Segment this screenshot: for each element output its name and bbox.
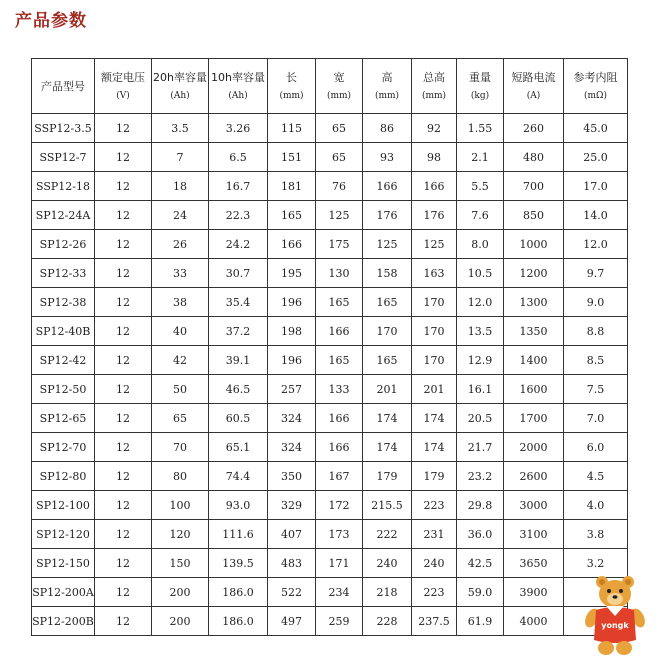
table-row	[32, 259, 628, 288]
table-cell: 2.1	[457, 143, 504, 172]
table-cell: 165	[316, 346, 363, 375]
table-cell: 7.6	[457, 201, 504, 230]
table-cell: 257	[268, 375, 316, 404]
table-cell: 2000	[504, 433, 564, 462]
table-cell: 171	[316, 549, 363, 578]
column-header	[363, 59, 412, 114]
table-cell: 7	[152, 143, 209, 172]
model-cell: SP12-120	[32, 520, 95, 549]
column-header-label: 20h率容量	[153, 70, 207, 84]
table-row	[32, 607, 628, 636]
table-cell: 16.1	[457, 375, 504, 404]
table-cell: 60.5	[209, 404, 268, 433]
table-cell: 170	[363, 317, 412, 346]
column-header-unit: (V)	[116, 90, 130, 101]
table-cell: 165	[316, 288, 363, 317]
table-cell: 93	[363, 143, 412, 172]
table-cell: 14.0	[564, 201, 628, 230]
table-row	[32, 491, 628, 520]
table-cell: 10.5	[457, 259, 504, 288]
table-row	[32, 288, 628, 317]
table-cell: 76	[316, 172, 363, 201]
table-cell: 329	[268, 491, 316, 520]
bear-mascot-icon	[584, 572, 646, 658]
table-cell: 166	[316, 404, 363, 433]
table-cell: 21.7	[457, 433, 504, 462]
table-cell: 1300	[504, 288, 564, 317]
table-cell: 174	[412, 404, 457, 433]
table-cell: 174	[363, 433, 412, 462]
table-cell: 176	[412, 201, 457, 230]
table-cell: 12.0	[457, 288, 504, 317]
column-header-unit: (mm)	[279, 90, 304, 101]
table-cell: 222	[363, 520, 412, 549]
table-cell: 59.0	[457, 578, 504, 607]
table-cell: 223	[412, 578, 457, 607]
table-cell: 39.1	[209, 346, 268, 375]
table-cell: 125	[363, 230, 412, 259]
table-cell: 174	[363, 404, 412, 433]
model-cell: SSP12-18	[32, 172, 95, 201]
table-cell: 259	[316, 607, 363, 636]
table-cell: 13.5	[457, 317, 504, 346]
table-cell: 170	[412, 317, 457, 346]
table-cell: 522	[268, 578, 316, 607]
table-cell: 4.5	[564, 462, 628, 491]
model-cell: SSP12-7	[32, 143, 95, 172]
column-header-unit: (mm)	[374, 90, 400, 101]
table-cell: 174	[412, 433, 457, 462]
column-header-label: 短路电流	[511, 70, 556, 84]
table-cell: 65	[152, 404, 209, 433]
model-cell: SP12-65	[32, 404, 95, 433]
table-cell: 35.4	[209, 288, 268, 317]
column-header-unit: (Ah)	[228, 90, 248, 101]
table-cell: 3.5	[152, 114, 209, 143]
table-cell: 23.2	[457, 462, 504, 491]
table-cell: 65	[316, 114, 363, 143]
model-cell: SP12-80	[32, 462, 95, 491]
table-cell: 175	[316, 230, 363, 259]
mascot-label: yongk	[601, 621, 629, 630]
table-cell: 196	[268, 288, 316, 317]
table-cell: 179	[412, 462, 457, 491]
table-cell: 125	[412, 230, 457, 259]
table-cell: 92	[412, 114, 457, 143]
table-cell: 26	[152, 230, 209, 259]
table-cell: 6.0	[564, 433, 628, 462]
table-cell: 20.5	[457, 404, 504, 433]
table-row	[32, 346, 628, 375]
table-cell: 170	[412, 288, 457, 317]
table-cell: 166	[363, 172, 412, 201]
table-row	[32, 375, 628, 404]
table-cell: 480	[504, 143, 564, 172]
model-cell: SP12-24A	[32, 201, 95, 230]
table-cell: 46.5	[209, 375, 268, 404]
table-cell: 181	[268, 172, 316, 201]
table-cell: 201	[412, 375, 457, 404]
table-cell: 407	[268, 520, 316, 549]
table-cell: 165	[268, 201, 316, 230]
table-cell: 1.55	[457, 114, 504, 143]
table-cell: 4000	[504, 607, 564, 636]
column-header-label: 10h率容量	[211, 70, 265, 84]
column-header-label: 宽	[333, 70, 345, 84]
table-cell: 18	[152, 172, 209, 201]
table-cell: 42	[152, 346, 209, 375]
column-header-label: 高	[381, 70, 393, 84]
column-header-unit: (mm)	[421, 90, 447, 101]
table-cell: 17.0	[564, 172, 628, 201]
table-cell: 12	[95, 520, 152, 549]
table-cell: 3.2	[564, 549, 628, 578]
column-header-label: 产品型号	[41, 79, 85, 93]
table-cell: 12	[95, 462, 152, 491]
table-cell: 74.4	[209, 462, 268, 491]
table-cell: 1000	[504, 230, 564, 259]
table-cell: 170	[412, 346, 457, 375]
table-cell: 8.0	[457, 230, 504, 259]
column-header	[95, 59, 152, 114]
table-cell: 30.7	[209, 259, 268, 288]
table-cell: 1400	[504, 346, 564, 375]
column-header-label: 参考内阻	[573, 70, 618, 84]
table-row	[32, 230, 628, 259]
table-cell: 150	[152, 549, 209, 578]
table-cell: 234	[316, 578, 363, 607]
table-cell: 12	[95, 549, 152, 578]
table-cell: 1350	[504, 317, 564, 346]
table-header-row	[32, 59, 628, 114]
column-header	[457, 59, 504, 114]
column-header-label: 长	[286, 70, 297, 84]
model-cell: SP12-70	[32, 433, 95, 462]
table-row	[32, 578, 628, 607]
table-cell: 12	[95, 259, 152, 288]
table-cell: 12	[95, 230, 152, 259]
column-header	[316, 59, 363, 114]
table-cell: 12	[95, 433, 152, 462]
model-cell: SP12-40B	[32, 317, 95, 346]
model-cell: SP12-200B	[32, 607, 95, 636]
table-cell: 176	[363, 201, 412, 230]
model-cell: SP12-50	[32, 375, 95, 404]
table-cell: 12	[95, 288, 152, 317]
column-header	[32, 59, 95, 114]
table-cell: 12	[95, 346, 152, 375]
page-title: 产品参数	[15, 11, 87, 31]
table-cell: 24.2	[209, 230, 268, 259]
table-cell: 166	[316, 317, 363, 346]
table-cell: 186.0	[209, 578, 268, 607]
table-cell: 166	[268, 230, 316, 259]
table-cell: 133	[316, 375, 363, 404]
table-cell: 3650	[504, 549, 564, 578]
column-header	[268, 59, 316, 114]
table-cell: 324	[268, 433, 316, 462]
table-cell: 7.5	[564, 375, 628, 404]
column-header-label: 额定电压	[101, 70, 145, 84]
table-row	[32, 143, 628, 172]
table-cell: 4.0	[564, 491, 628, 520]
table-cell: 3000	[504, 491, 564, 520]
table-cell: 61.9	[457, 607, 504, 636]
model-cell: SP12-200A	[32, 578, 95, 607]
model-cell: SP12-150	[32, 549, 95, 578]
table-cell: 2600	[504, 462, 564, 491]
table-cell: 38	[152, 288, 209, 317]
table-row	[32, 172, 628, 201]
table-cell: 167	[316, 462, 363, 491]
table-cell: 16.7	[209, 172, 268, 201]
table-cell: 9.7	[564, 259, 628, 288]
table-cell: 151	[268, 143, 316, 172]
table-cell: 12	[95, 404, 152, 433]
table-cell: 50	[152, 375, 209, 404]
table-cell: 45.0	[564, 114, 628, 143]
table-cell: 195	[268, 259, 316, 288]
table-cell: 1700	[504, 404, 564, 433]
table-cell: 70	[152, 433, 209, 462]
column-header-unit: (mm)	[326, 90, 352, 101]
table-cell: 237.5	[412, 607, 457, 636]
table-cell: 5.5	[457, 172, 504, 201]
table-cell: 12	[95, 491, 152, 520]
table-cell: 80	[152, 462, 209, 491]
column-header-unit: (kg)	[470, 90, 490, 101]
column-header-label: 重量	[469, 70, 491, 84]
table-cell: 158	[363, 259, 412, 288]
table-cell: 12	[95, 375, 152, 404]
table-cell: 483	[268, 549, 316, 578]
column-header	[504, 59, 564, 114]
table-cell: 12	[95, 201, 152, 230]
table-cell: 1200	[504, 259, 564, 288]
table-cell: 3.26	[209, 114, 268, 143]
table-cell: 173	[316, 520, 363, 549]
table-cell: 8.5	[564, 346, 628, 375]
table-cell: 125	[316, 201, 363, 230]
table-row	[32, 404, 628, 433]
table-cell: 93.0	[209, 491, 268, 520]
table-cell: 497	[268, 607, 316, 636]
table-cell: 231	[412, 520, 457, 549]
table-cell: 198	[268, 317, 316, 346]
model-cell: SP12-26	[32, 230, 95, 259]
table-cell: 12	[95, 317, 152, 346]
column-header	[412, 59, 457, 114]
table-cell: 12	[95, 172, 152, 201]
model-cell: SP12-33	[32, 259, 95, 288]
table-cell: 700	[504, 172, 564, 201]
model-cell: SP12-100	[32, 491, 95, 520]
table-row	[32, 433, 628, 462]
table-cell: 324	[268, 404, 316, 433]
table-cell: 100	[152, 491, 209, 520]
table-cell: 65	[316, 143, 363, 172]
table-cell: 3100	[504, 520, 564, 549]
table-cell: 163	[412, 259, 457, 288]
table-body	[32, 114, 628, 636]
column-header-unit: (Ah)	[170, 90, 190, 101]
table-cell: 165	[363, 346, 412, 375]
table-cell: 12	[95, 578, 152, 607]
table-row	[32, 462, 628, 491]
table-cell: 12	[95, 143, 152, 172]
table-cell: 12	[95, 114, 152, 143]
table-row	[32, 520, 628, 549]
model-cell: SP12-38	[32, 288, 95, 317]
table-cell: 65.1	[209, 433, 268, 462]
table-row	[32, 317, 628, 346]
table-cell: 166	[412, 172, 457, 201]
table-cell: 850	[504, 201, 564, 230]
table-cell: 200	[152, 607, 209, 636]
table-cell: 223	[412, 491, 457, 520]
table-cell: 228	[363, 607, 412, 636]
table-cell: 29.8	[457, 491, 504, 520]
table-cell: 111.6	[209, 520, 268, 549]
table-cell: 40	[152, 317, 209, 346]
column-header-unit: (A)	[526, 90, 541, 101]
table-cell: 115	[268, 114, 316, 143]
column-header-label: 总高	[423, 70, 445, 84]
table-cell: 24	[152, 201, 209, 230]
table-row	[32, 201, 628, 230]
table-cell: 33	[152, 259, 209, 288]
table-cell: 215.5	[363, 491, 412, 520]
table-cell: 3900	[504, 578, 564, 607]
table-cell: 201	[363, 375, 412, 404]
table-cell: 240	[363, 549, 412, 578]
table-row	[32, 114, 628, 143]
table-cell: 196	[268, 346, 316, 375]
table-cell: 240	[412, 549, 457, 578]
table-cell: 8.8	[564, 317, 628, 346]
table-row	[32, 549, 628, 578]
table-cell: 179	[363, 462, 412, 491]
table-cell: 139.5	[209, 549, 268, 578]
table-cell: 120	[152, 520, 209, 549]
table-cell: 22.3	[209, 201, 268, 230]
table-cell: 25.0	[564, 143, 628, 172]
table-cell: 98	[412, 143, 457, 172]
table-cell: 36.0	[457, 520, 504, 549]
product-spec-table	[31, 58, 628, 636]
table-cell: 12.9	[457, 346, 504, 375]
table-cell: 12	[95, 607, 152, 636]
table-cell: 6.5	[209, 143, 268, 172]
column-header	[209, 59, 268, 114]
table-cell: 12.0	[564, 230, 628, 259]
table-cell: 165	[363, 288, 412, 317]
table-cell: 3.8	[564, 520, 628, 549]
table-cell: 172	[316, 491, 363, 520]
table-cell: 350	[268, 462, 316, 491]
table-cell: 86	[363, 114, 412, 143]
table-cell: 42.5	[457, 549, 504, 578]
table-cell: 200	[152, 578, 209, 607]
table-cell: 260	[504, 114, 564, 143]
table-cell: 186.0	[209, 607, 268, 636]
model-cell: SSP12-3.5	[32, 114, 95, 143]
table-cell: 37.2	[209, 317, 268, 346]
column-header	[152, 59, 209, 114]
table-cell: 7.0	[564, 404, 628, 433]
table-cell: 166	[316, 433, 363, 462]
column-header-unit: (mΩ)	[583, 90, 608, 101]
column-header	[564, 59, 628, 114]
table-cell: 218	[363, 578, 412, 607]
table-cell: 1600	[504, 375, 564, 404]
model-cell: SP12-42	[32, 346, 95, 375]
table-cell: 130	[316, 259, 363, 288]
table-cell: 9.0	[564, 288, 628, 317]
